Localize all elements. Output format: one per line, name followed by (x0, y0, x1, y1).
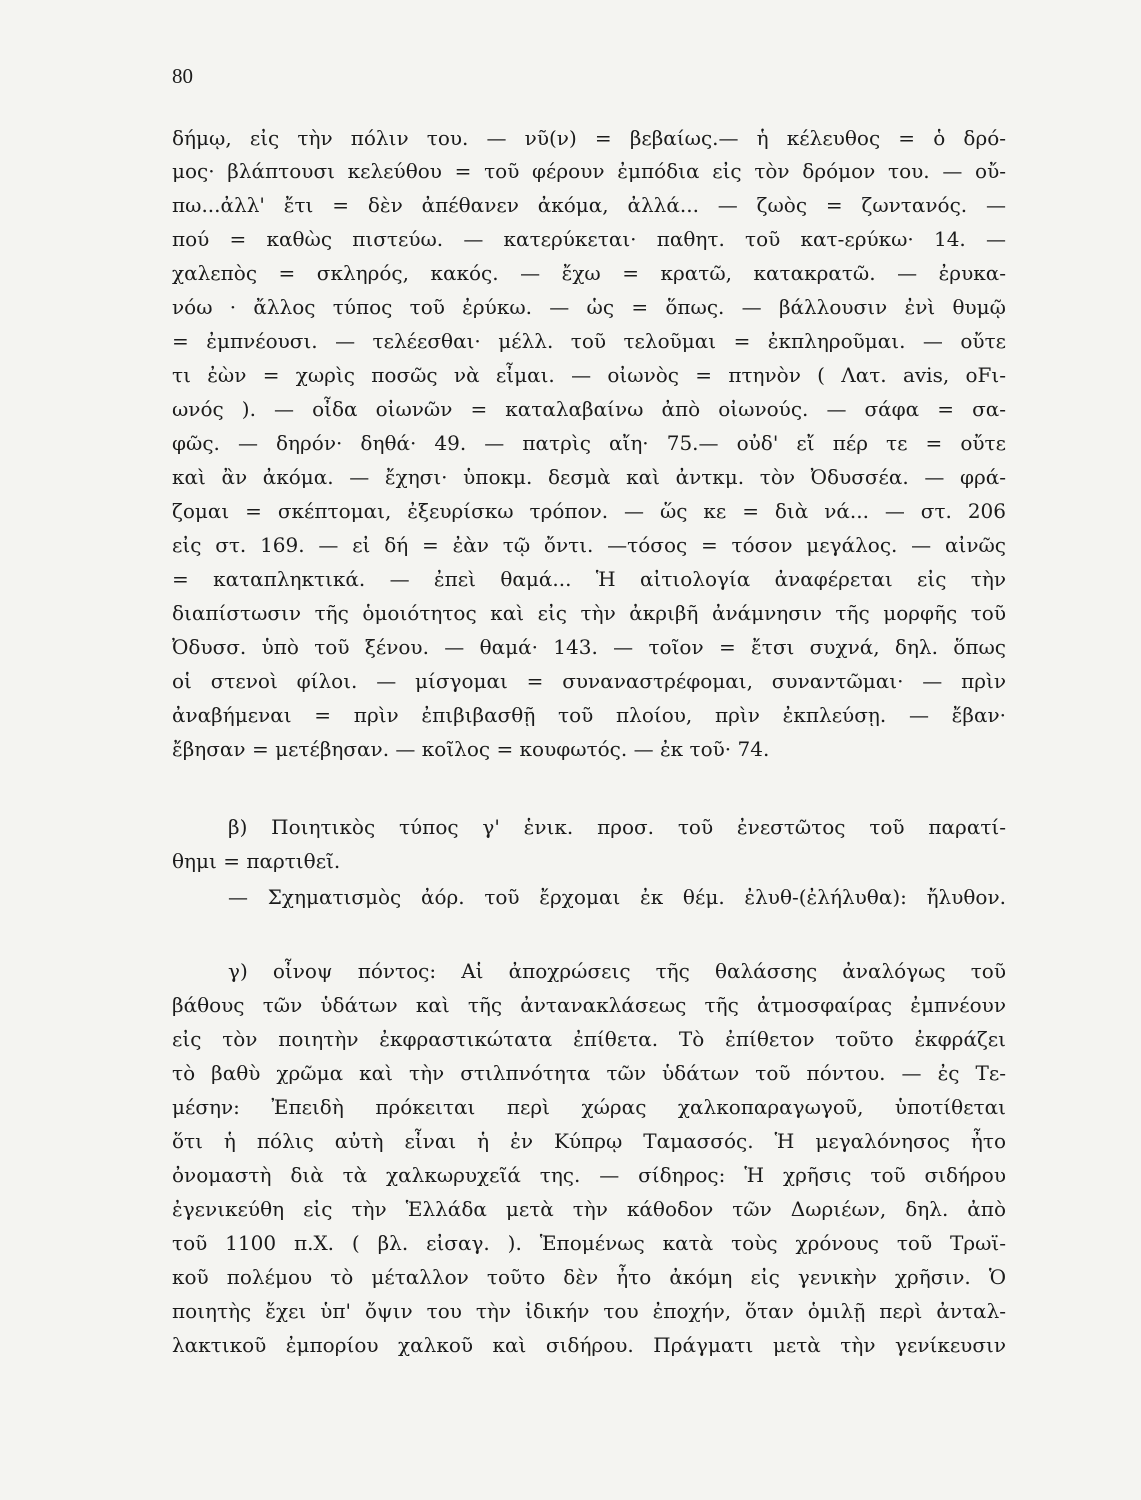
text-line: τι ἐὼν = χωρὶς ποσῶς νὰ εἶμαι. — οἰωνὸς = πτηνὸν ( Λατ. avis, oFι- (172, 363, 1006, 387)
text-line: β) Ποιητικὸς τύπος γ' ἑνικ. προσ. τοῦ ἐνεστῶτος τοῦ παρατί- (228, 815, 1006, 839)
text-line: δήμῳ, εἰς τὴν πόλιν του. — νῦ(ν) = βεβαίως.— ἡ κέλευθος = ὁ δρό- (172, 126, 1006, 150)
text-line: ἀναβήμεναι = πρὶν ἐπιβιβασθῇ τοῦ πλοίου, πρὶν ἐκπλεύσῃ. — ἔβαν· (172, 703, 1006, 727)
text-line: νόω · ἄλλος τύπος τοῦ ἐρύκω. — ὡς = ὅπως. — βάλλουσιν ἐνὶ θυμῷ (172, 295, 1006, 319)
text-line: Ὀδυσσ. ὑπὸ τοῦ ξένου. — θαμά· 143. — τοῖον = ἔτσι συχνά, δηλ. ὅπως (172, 635, 1006, 659)
page-number: 80 (172, 64, 193, 88)
text-line: θημι = παρτιθεῖ. (172, 849, 341, 873)
text-line: χαλεπὸς = σκληρός, κακός. — ἔχω = κρατῶ, κατακρατῶ. — ἐρυκα- (172, 261, 1006, 285)
text-line: διαπίστωσιν τῆς ὁμοιότητος καὶ εἰς τὴν ἀκριβῆ ἀνάμνησιν τῆς μορφῆς τοῦ (172, 601, 1006, 625)
text-line: γ) οἶνοψ πόντος: Αἱ ἀποχρώσεις τῆς θαλάσσης ἀναλόγως τοῦ (228, 959, 1006, 983)
text-line: εἰς στ. 169. — εἰ δή = ἐὰν τῷ ὄντι. —τόσος = τόσον μεγάλος. — αἰνῶς (172, 533, 1006, 557)
text-line: φῶς. — δηρόν· δηθά· 49. — πατρὶς αἴη· 75.— οὐδ' εἴ πέρ τε = οὔτε (172, 431, 1006, 455)
text-line: ὀνομαστὴ διὰ τὰ χαλκωρυχεῖά της. — σίδηρος: Ἡ χρῆσις τοῦ σιδήρου (172, 1163, 1006, 1187)
text-line: λακτικοῦ ἐμπορίου χαλκοῦ καὶ σιδήρου. Πράγματι μετὰ τὴν γενίκευσιν (172, 1333, 1006, 1357)
text-line: κοῦ πολέμου τὸ μέταλλον τοῦτο δὲν ἦτο ἀκόμη εἰς γενικὴν χρῆσιν. Ὁ (172, 1265, 1006, 1289)
text-line: πού = καθὼς πιστεύω. — κατερύκεται· παθητ. τοῦ κατ-ερύκω· 14. — (172, 227, 1006, 251)
text-line: — Σχηματισμὸς ἀόρ. τοῦ ἔρχομαι ἐκ θέμ. ἐλυθ-(ἐλήλυθα): ἤλυθον. (228, 885, 1006, 909)
text-line: ὅτι ἡ πόλις αὐτὴ εἶναι ἡ ἐν Κύπρῳ Ταμασσός. Ἡ μεγαλόνησος ἦτο (172, 1129, 1006, 1153)
text-line: = καταπληκτικά. — ἐπεὶ θαμά... Ἡ αἰτιολογία ἀναφέρεται εἰς τὴν (172, 567, 1006, 591)
text-line: = ἐμπνέουσι. — τελέεσθαι· μέλλ. τοῦ τελοῦμαι = ἐκπληροῦμαι. — οὔτε (172, 329, 1006, 353)
text-line: ἔβησαν = μετέβησαν. — κοῖλος = κουφωτός. — ἐκ τοῦ· 74. (172, 737, 770, 761)
text-line: ωνός ). — οἶδα οἰωνῶν = καταλαβαίνω ἀπὸ οἰωνούς. — σάφα = σα- (172, 397, 1006, 421)
text-line: μος· βλάπτουσι κελεύθου = τοῦ φέρουν ἐμπόδια εἰς τὸν δρόμον του. — οὔ- (172, 159, 1006, 183)
text-line: τοῦ 1100 π.Χ. ( βλ. εἰσαγ. ). Ἑπομένως κατὰ τοὺς χρόνους τοῦ Τρωϊ- (172, 1231, 1006, 1255)
text-line: τὸ βαθὺ χρῶμα καὶ τὴν στιλπνότητα τῶν ὑδάτων τοῦ πόντου. — ἐς Τε- (172, 1061, 1006, 1085)
text-line: ἐγενικεύθη εἰς τὴν Ἑλλάδα μετὰ τὴν κάθοδον τῶν Δωριέων, δηλ. ἀπὸ (172, 1197, 1006, 1221)
text-line: οἱ στενοὶ φίλοι. — μίσγομαι = συναναστρέφομαι, συναντῶμαι· — πρὶν (172, 669, 1006, 693)
text-line: ζομαι = σκέπτομαι, ἐξευρίσκω τρόπον. — ὥς κε = διὰ νά... — στ. 206 (172, 499, 1006, 523)
text-line: βάθους τῶν ὑδάτων καὶ τῆς ἀντανακλάσεως τῆς ἀτμοσφαίρας ἐμπνέουν (172, 993, 1006, 1017)
text-line: καὶ ἂν ἀκόμα. — ἔχησι· ὑποκμ. δεσμὰ καὶ ἀντκμ. τὸν Ὀδυσσέα. — φρά- (172, 465, 1006, 489)
text-line: εἰς τὸν ποιητὴν ἐκφραστικώτατα ἐπίθετα. Τὸ ἐπίθετον τοῦτο ἐκφράζει (172, 1027, 1006, 1051)
text-line: μέσην: Ἐπειδὴ πρόκειται περὶ χώρας χαλκοπαραγωγοῦ, ὑποτίθεται (172, 1095, 1006, 1119)
text-line: ποιητὴς ἔχει ὑπ' ὄψιν του τὴν ἰδικήν του ἐποχήν, ὅταν ὁμιλῇ περὶ ἀνταλ- (172, 1299, 1006, 1323)
text-line: πω...ἀλλ' ἔτι = δὲν ἀπέθανεν ἀκόμα, ἀλλά... — ζωὸς = ζωντανός. — (172, 193, 1006, 217)
